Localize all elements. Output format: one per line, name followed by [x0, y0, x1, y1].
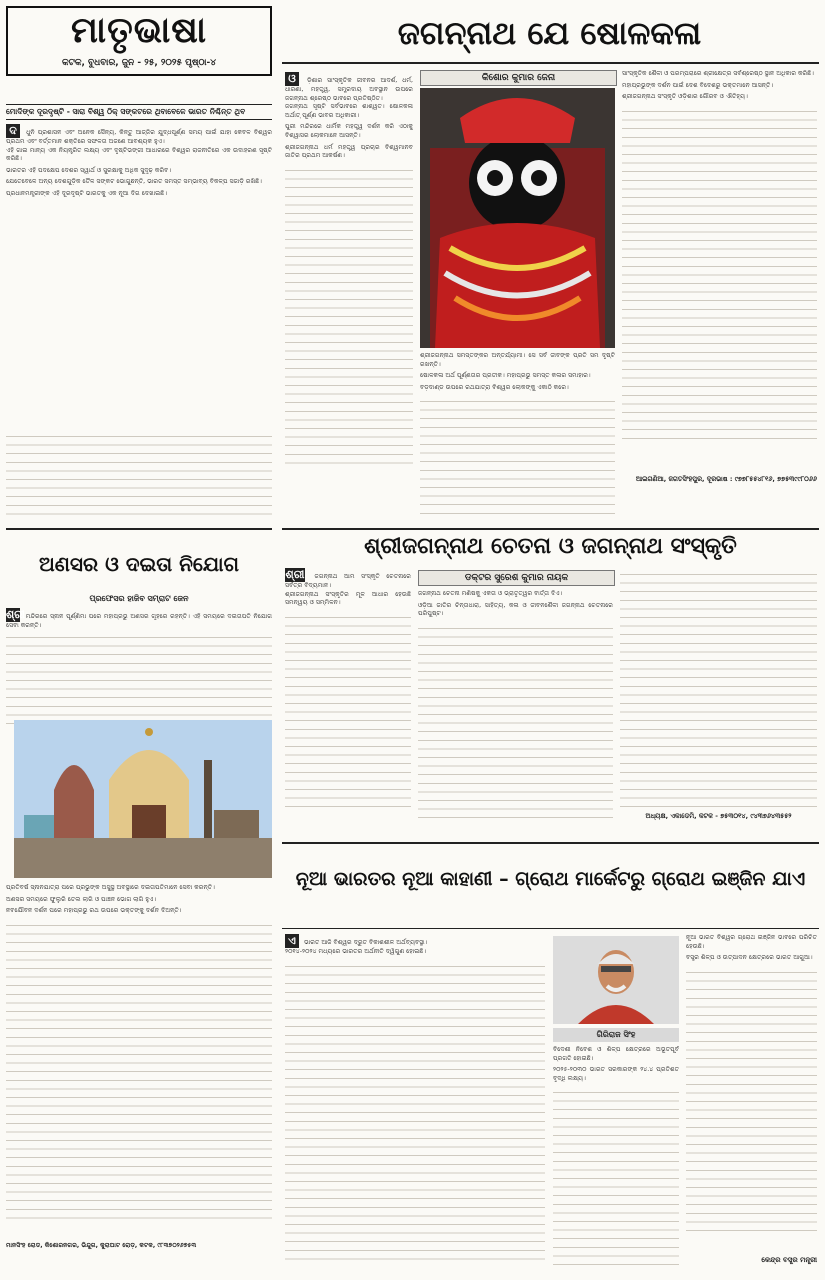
chetana-byline: ଡକ୍ଟର ସୁରେଶ କୁମାର ନାୟକ: [418, 570, 615, 586]
paragraph: ମନ୍ଦିରରେ ସ୍ନାନ ପୂର୍ଣ୍ଣିମା ପରେ ମହାପ୍ରଭୁ ଅଣସର ଗୃହରେ ରହନ୍ତି। ଏହି ସମୟରେ ଦଇତାପତି ନିଯୋଗ ସେବା କରନ୍ତି।: [6, 613, 272, 629]
paragraph: ଧୁନି ପ୍ରଶାସନ ଏବଂ ଅନେକ ସୈନ୍ୟ, କିନ୍ତୁ ଆଜ୍ଜିର ଯୁଦ୍ଧପୂର୍ଣ୍ଣ ସମୟ ପାଇଁ ଯାହା କେବଳ ବିଶ୍ୱର ପ୍ରଥମ ଏବଂ ବର୍ତ୍ତମାନ ଶକ୍ତିରେ ସଫଳତା ଅଜଣେ ଆବଶ୍ୟକ ହୁଏ।: [6, 129, 272, 145]
anasara-headline: ଅଣସର ଓ ଦଇତା ନିଯୋଗ: [39, 552, 239, 576]
paragraph: ଓଡ଼ିଆ ଜାତିର ଚିନ୍ତାଧାରା, ସାହିତ୍ୟ, କଳା ଓ ଜୀବନଶୈଳୀ ଜଗନ୍ନାଥ ଚେତନାରେ ପରିପୁଷ୍ଟ।: [418, 601, 613, 618]
paragraph: ଯେତେବେଳେ ଅନ୍ୟ ଦେଶଗୁଡ଼ିକ ତୈଳ ସଙ୍କଟ ଭୋଗୁଛନ୍ତି, ଭାରତ ସମସ୍ତ ସମ୍ଭାବ୍ୟ ବିକଳ୍ପ ସଜାଡ଼ି ରଖିଛି।: [6, 178, 262, 186]
paragraph: ଏହି ଗାଇ ମାନ୍ୟ ଏକ ନିୟନ୍ତ୍ରିତ ଲକ୍ଷ୍ୟ ଏବଂ ଦୃଷ୍ଟିଭଙ୍ଗୀ ଆଧାରରେ ବିଶ୍ୱର ରାଜନୀତିରେ ଏକ ଉଦାହରଣ ସୃଷ୍ଟି କରିଛି।: [6, 146, 272, 163]
new-india-dropcap: ଏ: [285, 934, 299, 948]
chetana-body-left: [285, 568, 411, 828]
jagannath-byline: କିଶୋର କୁମାର ଜେନା: [420, 70, 617, 86]
minister-photo: [553, 936, 679, 1024]
paragraph: ବିଦେଶୀ ନିବେଶ ଓ ଶିଳ୍ପ କ୍ଷେତ୍ରରେ ଅଭୂତପୂର୍ବ ପ୍ରଗତି ହୋଇଛି।: [553, 1046, 679, 1062]
divider: [282, 842, 819, 844]
text-filler: [6, 631, 272, 728]
new-india-author: କେନ୍ଦ୍ର ବସ୍ତ୍ର ମନ୍ତ୍ରୀ: [761, 1256, 817, 1264]
text-filler: [420, 395, 615, 515]
modi-dropcap: ଦ: [6, 124, 20, 138]
paragraph: ଡ଼ିଶାର ସାଂସ୍କୃତିକ ଜୀବନର ଆଦର୍ଶ, ଧର୍ମ, ଧାରଣା, ମହତ୍ତ୍ୱ, ସମ୍ପ୍ରଦାୟ ଅବସ୍ଥାନ ଉପରେ ଜଗନ୍ନାଥ ଶ୍ରେଷ୍ଠ ଭାବରେ ପ୍ରତିଷ୍ଠିତ।: [285, 77, 413, 102]
chetana-dropcap: ଶ୍ରୀ: [285, 568, 305, 581]
text-filler: [620, 568, 817, 808]
masthead-title: ମାତୃଭାଷା: [70, 10, 208, 51]
jagannath-deity-photo: [420, 88, 615, 348]
paragraph: ଜଗନ୍ନାଥ ଚେତନା ମଣିଷକୁ ଏକତା ଓ ଭ୍ରାତୃତ୍ୱର ବାର୍ତ୍ତା ଦିଏ।: [418, 590, 563, 597]
divider: [282, 528, 819, 530]
new-india-body-mid: [553, 1046, 679, 1266]
anasara-byline: ପ୍ରଫେସର ହାଜିବ ସମ୍ରାଟ ଜେନ: [89, 594, 189, 603]
paragraph: ପ୍ରତିବର୍ଷ ସ୍ନାନଯାତ୍ରା ପରେ ପ୍ରଭୁଙ୍କ ଅସୁସ୍ଥ ଅବସ୍ଥାରେ ଦଇତାପତିମାନେ ସେବା କରନ୍ତି।: [6, 884, 215, 891]
temple-photo: [14, 720, 272, 878]
paragraph: ଭାରତ ଆଜି ବିଶ୍ୱର ଦ୍ରୁତ ବିକାଶଶୀଳ ଅର୍ଥବ୍ୟବସ୍ଥା।: [303, 939, 428, 946]
text-filler: [418, 622, 613, 822]
divider: [282, 62, 819, 64]
jagannath-dropcap: ଓ: [285, 72, 299, 86]
paragraph: ଶ୍ରୀଜଗନ୍ନାଥ ସଂସ୍କୃତିର ମୂଳ ଆଧାର ହେଉଛି ସମନ୍ୱୟ ଓ ସମ୍ମିଳନ।: [285, 590, 411, 607]
paragraph: ଶ୍ରୀଜଗନ୍ନାଥ ସମସ୍ତଙ୍କର ଅନ୍ତର୍ଯ୍ୟାମୀ। ସେ ସର୍ବ ଜୀବଙ୍କ ପ୍ରତି ସମ ଦୃଷ୍ଟି ରଖନ୍ତି।: [420, 352, 615, 368]
text-filler: [285, 960, 545, 1260]
paragraph: ୨୦୧୪-୨୦୨୪ ମଧ୍ୟରେ ଭାରତର ଅର୍ଥନୀତି ଦ୍ୱିଗୁଣ ହୋଇଛି।: [285, 948, 427, 955]
jagannath-body-left: [285, 72, 413, 522]
text-filler: [686, 966, 817, 1236]
text-filler: [285, 611, 411, 811]
paragraph: ପ୍ରଧାନମନ୍ତ୍ରୀଙ୍କ ଏହି ଦୂରଦୃଷ୍ଟି ଭାରତକୁ ଏକ ନୂଆ ଦିଗ ଦେଖାଇଛି।: [6, 189, 167, 197]
divider: [6, 528, 272, 530]
text-filler: [285, 164, 413, 464]
jagannath-author: ଆଇଗଣିଆ, ଜଗତସିଂହପୁର, ଦୂରଭାଷ : ୯୭୭୮୫୫୪୮୧୬, ୭୭୫୩୯୯୮୦୬୬: [635, 475, 817, 483]
paragraph: ଶ୍ରୀଜଗନ୍ନାଥ ଧର୍ମ ମହତ୍ତ୍ୱ ପ୍ରଚାର ବିଶ୍ୱମାନବ ଜାତିର ପ୍ରଥମ ଆକର୍ଷଣ।: [285, 143, 413, 160]
paragraph: ଷୋଳକଳା ଅର୍ଥ ପୂର୍ଣ୍ଣତାର ପ୍ରତୀକ। ମହାପ୍ରଭୁ ସମସ୍ତ କଳାର ସମାହାର।: [420, 372, 591, 380]
paragraph: ନୂଆ ଭାରତ ବିଶ୍ୱର ଗ୍ରୋଥ ଇଞ୍ଜିନ ଭାବରେ ପରିଚିତ ହେଉଛି।: [686, 934, 817, 950]
divider: [282, 928, 819, 929]
chetana-author: ଅଧ୍ୟକ୍ଷ, ଏକାଡେମି, କଟକ - ୭୫୩୦୧୪, ୯୪୩୭୬୪୩୫୫୨: [645, 812, 792, 820]
chetana-body-mid: [418, 590, 613, 830]
jagannath-headline: ଜଗନ୍ନାଥ ଯେ ଷୋଳକଳା: [397, 14, 702, 52]
paragraph: ଅଣସର ସମୟରେ ଫୁଲୁରି ତେଲ ଲାଗି ଓ ପାଞ୍ଚନ ଭୋଗ ଲାଗି ହୁଏ।: [6, 895, 157, 903]
paragraph: ଜଗନ୍ନାଥ ଆମ ସଂସ୍କୃତି ଚେତନାରେ ସର୍ବତ୍ର ବିଦ୍ୟମାନ।: [285, 573, 411, 589]
chetana-headline: ଶ୍ରୀଜଗନ୍ନାଥ ଚେତନା ଓ ଜଗନ୍ନାଥ ସଂସ୍କୃତି: [364, 534, 737, 559]
paragraph: ମହାପ୍ରଭୁଙ୍କ ଦର୍ଶନ ପାଇଁ ଦେଶ ବିଦେଶରୁ ଭକ୍ତମାନେ ଆସନ୍ତି।: [622, 81, 774, 89]
modi-body: [6, 124, 272, 424]
chetana-body-right: [620, 568, 817, 808]
paragraph: ବସ୍ତ୍ର ଶିଳ୍ପ ଓ ଉତ୍ପାଦନ କ୍ଷେତ୍ରରେ ଭାରତ ଆଗୁଆ।: [686, 954, 813, 962]
text-filler: [553, 1086, 679, 1266]
text-filler: [6, 919, 272, 1219]
new-india-body-left: [285, 934, 545, 1274]
anasara-body-top: [6, 608, 272, 728]
jagannath-body-right: [622, 70, 817, 470]
new-india-headline: ନୂଆ ଭାରତର ନୂଆ କାହାଣୀ – ଗ୍ରୋଥ ମାର୍କେଟରୁ ଗ୍ରୋଥ ଇଞ୍ଜିନ ଯାଏ: [295, 868, 806, 890]
paragraph: ବଡ଼ଦାଣ୍ଡ ଉପରେ ରଥଯାତ୍ରା ବିଶ୍ୱର ଲୋକଙ୍କୁ ଏକାଠି କରେ।: [420, 383, 569, 391]
new-india-body-right: [686, 934, 817, 1250]
jagannath-body-mid: [420, 352, 615, 522]
paragraph: ଜଗନ୍ନାଥ ସୃଷ୍ଟି ସର୍ବଭାବରେ ଶାଶ୍ୱତ। ଷୋଳକଳା ଅର୍ଥାତ୍ ପୂର୍ଣ୍ଣ ଭାବର ଅଧିକାରୀ।: [285, 103, 413, 119]
paragraph: ନବଯୌବନ ଦର୍ଶନ ପରେ ମହାପ୍ରଭୁ ରଥ ଉପରେ ଭକ୍ତଙ୍କୁ ଦର୍ଶନ ଦିଅନ୍ତି।: [6, 907, 182, 915]
modi-headline-box: [6, 104, 272, 120]
text-filler: [622, 105, 817, 445]
anasara-body-bottom: [6, 884, 272, 1240]
anasara-author: ମାନସିଂହ ରୋଡ, କିଶୋରନଗର, ଭିନ୍ଦୁଗ, କୁରାଘାଟ ରୋଡ଼, କଟକ, ୯୮୩୭୦୨୬୭୫୩: [6, 1242, 197, 1249]
modi-text-filler: [6, 430, 272, 522]
paragraph: ଭାରତର ଏହି ପଦକ୍ଷେପ ଦେଶର ସ୍ୱାର୍ଥ ଓ ସୁରକ୍ଷାକୁ ଅଧିକ ସୁଦୃଢ଼ କରିବ।: [6, 166, 172, 174]
minister-caption: ଗିରିରାଜ ସିଂହ: [553, 1028, 679, 1042]
paragraph: ପୁରୀ ମନ୍ଦିରରେ ଧାର୍ମିକ ମହତ୍ତ୍ୱ ଦର୍ଶନ କରି ଏଠାକୁ ବିଶ୍ୱାସର ଲୋକମାନେ ଆସନ୍ତି।: [285, 123, 413, 139]
paragraph: ସାଂସ୍କୃତିକ ଶୈଳୀ ଓ ପରମ୍ପରାରେ ଶ୍ରୀକ୍ଷେତ୍ର ସର୍ବଶ୍ରେଷ୍ଠ ସ୍ଥାନ ଅଧିକାର କରିଛି।: [622, 70, 814, 77]
modi-headline: ମୋଦିଙ୍କ ଦୂରଦୃଷ୍ଟି - ସାରା ବିଶ୍ୱ ଠିକ୍ ସଙ୍କଟରେ ଥିବାବେଳେ ଭାରତ ନିଶ୍ଚିନ୍ତ ଥିବ: [6, 107, 246, 116]
paragraph: ଶ୍ରୀଜଗନ୍ନାଥ ସଂସ୍କୃତି ଓଡ଼ିଶାର ଗୌରବ ଓ ଐତିହ୍ୟ।: [622, 93, 748, 101]
anasara-dropcap: ଶ୍ରୀ: [6, 608, 25, 621]
masthead: [6, 6, 272, 76]
paragraph: ୨୦୨୫-୨୦୩୦ ଭାରତ ସରକାରଙ୍କ ୨୪.୪ ପ୍ରତିଶତ ବୃଦ୍ଧି ଲକ୍ଷ୍ୟ।: [553, 1066, 679, 1082]
masthead-dateline: କଟକ, ବୁଧବାର, ଜୁନ - ୨୫, ୨୦୨୫ ପୃଷ୍ଠା-୪: [61, 58, 217, 68]
